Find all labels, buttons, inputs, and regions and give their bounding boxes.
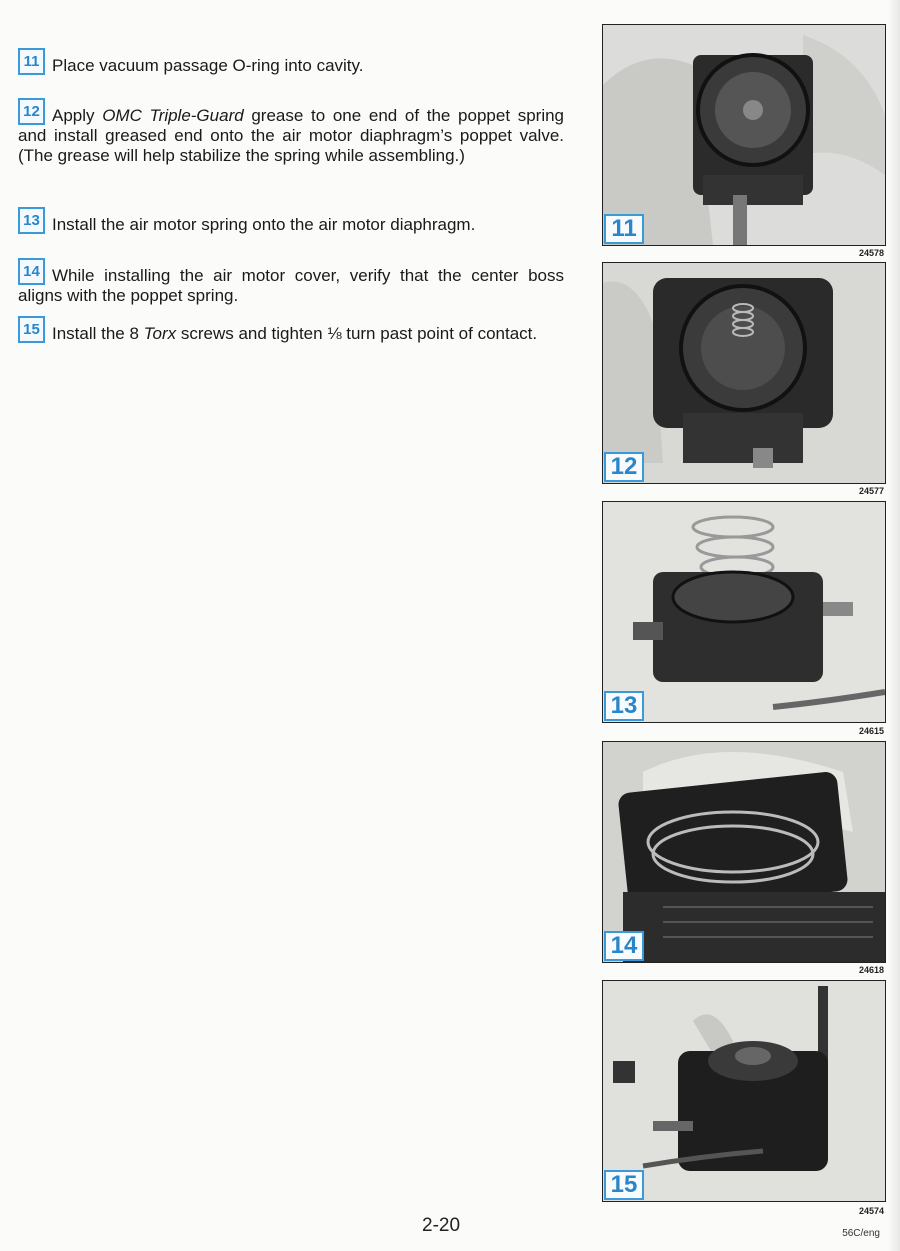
figure-label: 13: [604, 691, 644, 721]
step-13: [18, 205, 564, 235]
photo-poppet-spring: [603, 263, 885, 483]
step-text-part: Apply: [52, 106, 103, 125]
step-text: While installing the air motor cover, verify that the center boss aligns with the poppet spring.: [18, 266, 564, 305]
figure-id: 24577: [858, 486, 884, 496]
figure-13: [602, 501, 886, 723]
figure-id: 24618: [858, 965, 884, 975]
product-name: Torx: [143, 324, 177, 343]
photo-air-motor-spring: [603, 502, 885, 722]
photo-torx-screws: [603, 981, 885, 1201]
page-edge-shadow: [888, 0, 900, 1251]
step-text: Install the air motor spring onto the air motor diaphragm.: [52, 215, 476, 234]
step-text-part: grease to one end of the poppet spring and install greased end onto the air motor diaphragm’s poppet valve. (The grease will help stabilize the spring while assembling.): [18, 106, 565, 165]
figure-label: 15: [604, 1170, 644, 1200]
figure-label: 14: [604, 931, 644, 961]
photo-air-motor-cover: [603, 742, 885, 962]
figure-12: [602, 262, 886, 484]
step-text: Place vacuum passage O-ring into cavity.: [52, 56, 364, 75]
figure-15: [602, 980, 886, 1202]
product-name: OMC Triple-Guard: [102, 106, 244, 125]
step-14: [18, 256, 564, 306]
photo-diaphragm-oring: [603, 25, 885, 245]
figure-id: 24615: [858, 726, 884, 736]
step-number-badge: 11: [18, 48, 45, 75]
step-text-part: Install the 8: [52, 324, 144, 343]
step-text: [18, 96, 564, 166]
figure-11: [602, 24, 886, 246]
figure-label: 11: [604, 214, 644, 244]
figure-label: 12: [604, 452, 644, 482]
document-code: 56C/eng: [842, 1228, 880, 1239]
step-text-part: screws and tighten ⅛ turn past point of contact.: [176, 324, 538, 343]
step-number-badge: 13: [18, 207, 45, 234]
figure-14: [602, 741, 886, 963]
step-number-badge: 15: [18, 316, 45, 343]
step-number-badge: 14: [18, 258, 45, 285]
page-number: 2-20: [422, 1215, 461, 1236]
figure-id: 24574: [858, 1206, 884, 1216]
step-12: [18, 96, 564, 166]
step-11: [18, 46, 564, 76]
step-text: [18, 314, 564, 344]
figure-id: 24578: [858, 248, 884, 258]
step-number-badge: 12: [18, 98, 45, 125]
step-15: [18, 314, 564, 344]
